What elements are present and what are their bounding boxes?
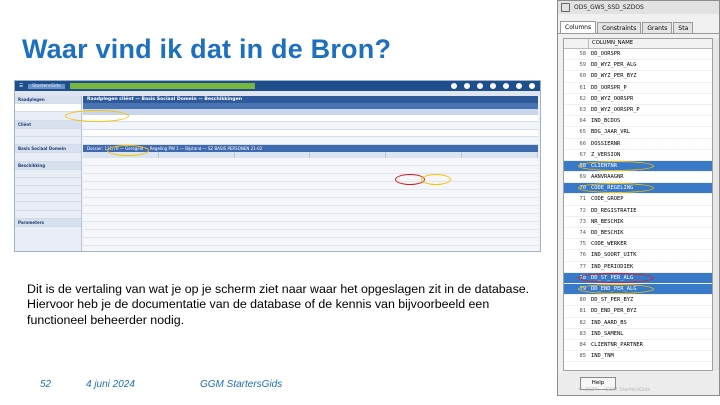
oracle-tabs bbox=[558, 22, 719, 34]
column-row-number: 74 bbox=[579, 230, 586, 236]
app-menu-icon: ☰ bbox=[19, 83, 24, 89]
column-row-name: IND_TNM bbox=[591, 353, 614, 360]
column-row[interactable] bbox=[564, 139, 712, 150]
app-main bbox=[83, 96, 538, 251]
app-header-bar: Raadplegen cliënt — Basis Sociaal Domein — Beschikkingen bbox=[83, 96, 538, 103]
column-row[interactable] bbox=[564, 250, 712, 261]
highlight-ring-yellow bbox=[578, 284, 654, 294]
column-row-number: 76 bbox=[579, 252, 586, 259]
app-topbar bbox=[15, 81, 540, 91]
oracle-grid-header bbox=[564, 39, 712, 49]
column-row[interactable] bbox=[564, 60, 712, 71]
column-row[interactable] bbox=[564, 217, 712, 228]
app-grid-row bbox=[83, 137, 538, 144]
column-row[interactable] bbox=[564, 206, 712, 217]
column-row[interactable] bbox=[564, 161, 712, 172]
app-sidebar-item bbox=[15, 129, 81, 137]
app-highlight-yellow-end bbox=[421, 174, 451, 185]
app-selected-row: Dossier: 131/70 — Geregeld — Regeling PW 1 — Bijstand — SZ BASIS PERSONEN 21-02 bbox=[83, 145, 538, 152]
column-name-header[interactable]: COLUMN_NAME bbox=[592, 40, 634, 46]
column-row-number: 65 bbox=[579, 129, 586, 136]
column-row-number: 83 bbox=[579, 330, 586, 337]
column-row-number: 68 bbox=[579, 162, 586, 169]
app-highlight-yellow-client bbox=[65, 110, 129, 122]
body-line-1: Dit is de vertaling van wat je op je scherm ziet naar waar het opgeslagen zit in de database. bbox=[27, 282, 530, 296]
tab-statistics[interactable]: Sta bbox=[673, 22, 693, 33]
column-row-number: 84 bbox=[579, 341, 586, 348]
app-user-icon bbox=[515, 82, 523, 90]
column-row-number: 75 bbox=[579, 241, 586, 248]
column-row[interactable] bbox=[564, 83, 712, 94]
column-row-name: DD_ST_PER_BYZ bbox=[591, 297, 634, 304]
column-row[interactable] bbox=[564, 172, 712, 183]
column-row[interactable] bbox=[564, 318, 712, 329]
app-sidebar-item bbox=[15, 194, 81, 202]
column-row[interactable] bbox=[564, 194, 712, 205]
highlight-ring-red bbox=[578, 273, 654, 283]
column-row[interactable] bbox=[564, 306, 712, 317]
app-sidebar-search bbox=[15, 104, 81, 112]
column-row-number: 69 bbox=[579, 174, 586, 181]
column-row-number: 71 bbox=[579, 196, 586, 203]
column-row-name: CODE_WERKER bbox=[591, 241, 627, 248]
slide-title: Waar vind ik dat in de Bron? bbox=[22, 34, 392, 64]
column-row-name: Z_VERSION bbox=[591, 151, 621, 158]
column-row-name: DD_END_PER_BYZ bbox=[591, 308, 637, 315]
tab-constraints[interactable]: Constraints bbox=[597, 22, 641, 33]
column-row-name: DD_ST_PER_ALG bbox=[591, 274, 634, 281]
oracle-faint-caption: © 2024 — GGM StartersGids bbox=[578, 387, 651, 393]
column-row-number: 80 bbox=[579, 297, 586, 304]
column-row-number: 72 bbox=[579, 207, 586, 214]
app-sidebar-item bbox=[15, 186, 81, 194]
footer-page-number: 52 bbox=[40, 379, 52, 390]
column-row-number: 85 bbox=[579, 353, 586, 360]
column-row[interactable] bbox=[564, 150, 712, 161]
column-row-name: IND_PERIODIEK bbox=[591, 263, 634, 270]
column-row-name: IND_SAMENL bbox=[591, 330, 624, 337]
app-sidebar-item bbox=[15, 153, 81, 161]
column-row-number: 70 bbox=[579, 185, 586, 192]
oracle-title-bar bbox=[558, 1, 719, 14]
column-row-number: 66 bbox=[579, 140, 586, 147]
column-row-number: 59 bbox=[579, 62, 586, 69]
column-row[interactable] bbox=[564, 105, 712, 116]
column-row-number: 62 bbox=[579, 95, 586, 102]
column-row[interactable] bbox=[564, 183, 712, 194]
column-row[interactable] bbox=[564, 49, 712, 60]
column-row-number: 61 bbox=[579, 84, 586, 91]
column-row-name: DD_OORSPR_P bbox=[591, 84, 627, 91]
column-row[interactable] bbox=[564, 295, 712, 306]
column-row-name: CLIENTNR_PARTNER bbox=[591, 341, 643, 348]
column-row[interactable] bbox=[564, 127, 712, 138]
app-sidebar-item bbox=[15, 202, 81, 210]
column-row-name: BDG_JAAR_VRL bbox=[591, 129, 630, 136]
column-row[interactable] bbox=[564, 116, 712, 127]
oracle-window-title: ODS_GWS_SSD_SZDOS bbox=[574, 4, 644, 11]
oracle-scrollbar[interactable] bbox=[713, 38, 719, 371]
column-row-number: 82 bbox=[579, 319, 586, 326]
app-sidebar-item bbox=[15, 178, 81, 186]
column-row-name: CLIENTNR bbox=[591, 162, 617, 169]
app-sidebar-head-client: Cliënt bbox=[15, 121, 81, 129]
column-row[interactable] bbox=[564, 340, 712, 351]
column-row-number: 78 bbox=[579, 274, 586, 281]
column-row-number: 77 bbox=[579, 263, 586, 270]
app-home-icon bbox=[450, 82, 458, 90]
column-row-number: 81 bbox=[579, 308, 586, 315]
column-row[interactable] bbox=[564, 94, 712, 105]
column-row[interactable] bbox=[564, 239, 712, 250]
column-row-number: 64 bbox=[579, 118, 586, 125]
column-row[interactable] bbox=[564, 329, 712, 340]
oracle-grid-rows bbox=[564, 49, 712, 362]
column-row[interactable] bbox=[564, 228, 712, 239]
app-sidebar-head-parameters: Parameters bbox=[15, 219, 81, 227]
highlight-ring-yellow bbox=[578, 161, 654, 171]
column-row-name: DD_WYZ_OORSPR_P bbox=[591, 106, 640, 113]
column-row-name: IND_BCDOS bbox=[591, 118, 621, 125]
app-highlight-yellow-regeling bbox=[107, 145, 149, 156]
app-search-icon bbox=[463, 82, 471, 90]
app-help-icon bbox=[489, 82, 497, 90]
body-line-2: Hiervoor heb je de documentatie van de database of de kennis van bijvoorbeeld een functioneel beheerder nodig. bbox=[27, 297, 490, 327]
column-row-name: DD_OORSPR bbox=[591, 51, 621, 57]
app-settings-icon bbox=[502, 82, 510, 90]
column-row-name: DD_END_PER_ALG bbox=[591, 285, 637, 292]
app-screenshot bbox=[14, 80, 541, 252]
column-row[interactable] bbox=[564, 351, 712, 362]
app-sidebar-head-raadplegen: Raadplegen bbox=[15, 96, 81, 104]
column-row-name: IND_AARD_BS bbox=[591, 319, 627, 326]
footer-date: 4 juni 2024 bbox=[86, 379, 135, 390]
column-row-name: DD_REGISTRATIE bbox=[591, 207, 637, 214]
column-row[interactable] bbox=[564, 284, 712, 295]
column-row-name: IND_SOORT_UITK bbox=[591, 252, 637, 259]
app-print-icon bbox=[476, 82, 484, 90]
column-row-number: 67 bbox=[579, 151, 586, 158]
column-row[interactable] bbox=[564, 262, 712, 273]
app-close-icon bbox=[528, 82, 536, 90]
column-row-number: 63 bbox=[579, 106, 586, 113]
app-sidebar-item bbox=[15, 137, 81, 145]
table-icon bbox=[561, 3, 570, 12]
column-row-name: DD_BESCHIK bbox=[591, 230, 624, 236]
column-row-number: 58 bbox=[579, 51, 586, 57]
app-sidebar-item bbox=[15, 170, 81, 178]
column-row-number: 79 bbox=[579, 285, 586, 292]
column-row[interactable] bbox=[564, 273, 712, 284]
app-status-bar bbox=[70, 83, 255, 89]
help-button[interactable]: Help bbox=[580, 377, 616, 390]
app-topbar-tab: StartersGids bbox=[28, 84, 64, 89]
column-row-name: CODE_GROEP bbox=[591, 196, 624, 203]
column-row-name: DD_WYZ_OORSPR bbox=[591, 95, 634, 102]
column-row-name: DOSSIERNR bbox=[591, 140, 621, 147]
footer-org: GGM StartersGids bbox=[200, 379, 283, 390]
app-grid-row bbox=[83, 122, 538, 129]
column-row[interactable] bbox=[564, 71, 712, 82]
column-row-name: DD_WYZ_PER_BYZ bbox=[591, 73, 637, 80]
app-grid-row bbox=[83, 130, 538, 137]
app-sidebar-head-beschikking: Beschikking bbox=[15, 162, 81, 170]
column-row-name: DD_WYZ_PER_ALG bbox=[591, 62, 637, 69]
body-text bbox=[27, 282, 547, 328]
column-row-name: AANVRAAGNR bbox=[591, 174, 624, 181]
column-row-name: NR_BESCHIK bbox=[591, 218, 624, 225]
column-row-name: CODE_REGELING bbox=[591, 185, 634, 192]
column-row-number: 73 bbox=[579, 218, 586, 225]
app-sidebar-head-basis: Basis Sociaal Domein bbox=[15, 145, 81, 153]
tab-columns[interactable]: Columns bbox=[560, 21, 596, 33]
app-detail-panel bbox=[83, 158, 538, 252]
tab-grants[interactable]: Grants bbox=[642, 22, 672, 33]
oracle-table-panel bbox=[557, 0, 720, 396]
app-grid-row bbox=[83, 115, 538, 122]
oracle-columns-grid bbox=[563, 38, 713, 371]
column-row-number: 60 bbox=[579, 73, 586, 80]
app-sidebar-item bbox=[15, 211, 81, 219]
